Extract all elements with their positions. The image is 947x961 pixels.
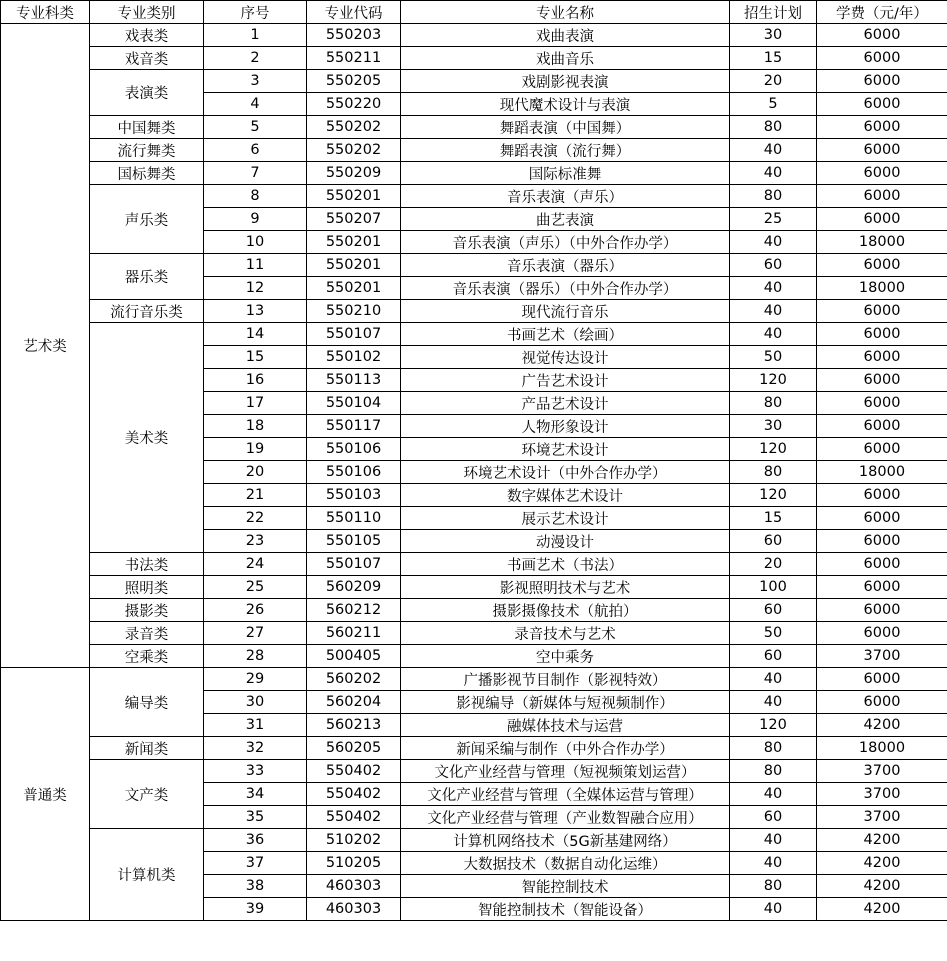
tuition-cell: 6000 (817, 484, 947, 507)
serial-cell: 13 (204, 300, 307, 323)
enrollment-plan-cell: 25 (730, 208, 817, 231)
major-name-cell: 展示艺术设计 (401, 507, 730, 530)
major-name-cell: 音乐表演（声乐）（中外合作办学） (401, 231, 730, 254)
category-cell: 书法类 (90, 553, 204, 576)
table-row (1, 162, 947, 185)
serial-cell: 12 (204, 277, 307, 300)
discipline-cell: 普通类 (1, 668, 90, 921)
tuition-cell: 6000 (817, 668, 947, 691)
table-row (1, 139, 947, 162)
table-row (1, 829, 947, 852)
enrollment-plan-cell: 50 (730, 622, 817, 645)
category-cell: 美术类 (90, 323, 204, 553)
major-name-cell: 舞蹈表演（流行舞） (401, 139, 730, 162)
tuition-cell: 18000 (817, 737, 947, 760)
tuition-cell: 6000 (817, 300, 947, 323)
enrollment-plan-cell: 40 (730, 829, 817, 852)
major-code-cell: 550103 (307, 484, 401, 507)
tuition-cell: 3700 (817, 760, 947, 783)
enrollment-plan-cell: 80 (730, 760, 817, 783)
tuition-cell: 4200 (817, 829, 947, 852)
enrollment-plan-cell: 80 (730, 737, 817, 760)
major-code-cell: 550202 (307, 139, 401, 162)
serial-cell: 21 (204, 484, 307, 507)
major-code-cell: 550104 (307, 392, 401, 415)
serial-cell: 29 (204, 668, 307, 691)
major-code-cell: 550201 (307, 185, 401, 208)
category-cell: 声乐类 (90, 185, 204, 254)
category-cell: 编导类 (90, 668, 204, 737)
major-code-cell: 550402 (307, 783, 401, 806)
major-code-cell: 550201 (307, 277, 401, 300)
serial-cell: 1 (204, 24, 307, 47)
enrollment-plan-cell: 30 (730, 24, 817, 47)
header-discipline: 专业科类 (1, 1, 90, 24)
major-name-cell: 曲艺表演 (401, 208, 730, 231)
tuition-cell: 4200 (817, 714, 947, 737)
serial-cell: 10 (204, 231, 307, 254)
enrollment-plan-cell: 120 (730, 369, 817, 392)
enrollment-plan-cell: 15 (730, 507, 817, 530)
serial-cell: 7 (204, 162, 307, 185)
serial-cell: 38 (204, 875, 307, 898)
enrollment-plan-cell: 40 (730, 231, 817, 254)
major-code-cell: 550211 (307, 47, 401, 70)
major-code-cell: 560204 (307, 691, 401, 714)
major-name-cell: 文化产业经营与管理（全媒体运营与管理） (401, 783, 730, 806)
major-code-cell: 550117 (307, 415, 401, 438)
serial-cell: 11 (204, 254, 307, 277)
enrollment-plan-cell: 30 (730, 415, 817, 438)
serial-cell: 9 (204, 208, 307, 231)
serial-cell: 39 (204, 898, 307, 921)
tuition-cell: 6000 (817, 346, 947, 369)
tuition-cell: 6000 (817, 691, 947, 714)
header-enrollment-plan: 招生计划 (730, 1, 817, 24)
enrollment-plan-cell: 40 (730, 162, 817, 185)
tuition-cell: 6000 (817, 208, 947, 231)
category-cell: 文产类 (90, 760, 204, 829)
enrollment-plan-cell: 40 (730, 300, 817, 323)
category-cell: 流行音乐类 (90, 300, 204, 323)
tuition-cell: 6000 (817, 323, 947, 346)
major-name-cell: 计算机网络技术（5G新基建网络） (401, 829, 730, 852)
major-name-cell: 动漫设计 (401, 530, 730, 553)
enrollment-plan-cell: 40 (730, 277, 817, 300)
major-name-cell: 摄影摄像技术（航拍） (401, 599, 730, 622)
major-name-cell: 音乐表演（器乐）（中外合作办学） (401, 277, 730, 300)
table-row (1, 760, 947, 783)
major-code-cell: 550402 (307, 760, 401, 783)
major-name-cell: 环境艺术设计 (401, 438, 730, 461)
major-code-cell: 550201 (307, 254, 401, 277)
enrollment-plan-cell: 80 (730, 185, 817, 208)
table-row (1, 553, 947, 576)
major-name-cell: 戏曲音乐 (401, 47, 730, 70)
major-name-cell: 舞蹈表演（中国舞） (401, 116, 730, 139)
serial-cell: 22 (204, 507, 307, 530)
tuition-cell: 6000 (817, 369, 947, 392)
category-cell: 戏表类 (90, 24, 204, 47)
tuition-cell: 6000 (817, 599, 947, 622)
major-code-cell: 500405 (307, 645, 401, 668)
serial-cell: 25 (204, 576, 307, 599)
serial-cell: 34 (204, 783, 307, 806)
tuition-cell: 18000 (817, 277, 947, 300)
major-code-cell: 550110 (307, 507, 401, 530)
enrollment-plan-cell: 80 (730, 116, 817, 139)
major-name-cell: 文化产业经营与管理（短视频策划运营） (401, 760, 730, 783)
serial-cell: 36 (204, 829, 307, 852)
table-row (1, 185, 947, 208)
header-major-code: 专业代码 (307, 1, 401, 24)
header-serial: 序号 (204, 1, 307, 24)
enrollment-plan-cell: 40 (730, 852, 817, 875)
major-code-cell: 560205 (307, 737, 401, 760)
major-code-cell: 560212 (307, 599, 401, 622)
major-code-cell: 550107 (307, 553, 401, 576)
enrollment-plan-cell: 60 (730, 806, 817, 829)
serial-cell: 3 (204, 70, 307, 93)
major-name-cell: 现代魔术设计与表演 (401, 93, 730, 116)
enrollment-plan-cell: 80 (730, 875, 817, 898)
major-name-cell: 国际标准舞 (401, 162, 730, 185)
major-code-cell: 550210 (307, 300, 401, 323)
serial-cell: 35 (204, 806, 307, 829)
category-cell: 中国舞类 (90, 116, 204, 139)
major-name-cell: 音乐表演（器乐） (401, 254, 730, 277)
table-row (1, 599, 947, 622)
serial-cell: 6 (204, 139, 307, 162)
major-code-cell: 550402 (307, 806, 401, 829)
serial-cell: 19 (204, 438, 307, 461)
major-code-cell: 550205 (307, 70, 401, 93)
enrollment-plan-cell: 60 (730, 599, 817, 622)
major-code-cell: 550102 (307, 346, 401, 369)
tuition-cell: 6000 (817, 438, 947, 461)
major-code-cell: 550209 (307, 162, 401, 185)
serial-cell: 23 (204, 530, 307, 553)
major-name-cell: 融媒体技术与运营 (401, 714, 730, 737)
major-code-cell: 560202 (307, 668, 401, 691)
major-code-cell: 560213 (307, 714, 401, 737)
table-row (1, 254, 947, 277)
serial-cell: 28 (204, 645, 307, 668)
enrollment-plan-cell: 120 (730, 438, 817, 461)
tuition-cell: 3700 (817, 806, 947, 829)
table-row (1, 323, 947, 346)
enrollment-plan-cell: 60 (730, 645, 817, 668)
major-name-cell: 录音技术与艺术 (401, 622, 730, 645)
major-code-cell: 550203 (307, 24, 401, 47)
table-row (1, 668, 947, 691)
tuition-cell: 6000 (817, 576, 947, 599)
serial-cell: 8 (204, 185, 307, 208)
serial-cell: 30 (204, 691, 307, 714)
enrollment-plan-cell: 40 (730, 668, 817, 691)
major-code-cell: 550106 (307, 461, 401, 484)
major-name-cell: 数字媒体艺术设计 (401, 484, 730, 507)
enrollment-plan-cell: 100 (730, 576, 817, 599)
header-category: 专业类别 (90, 1, 204, 24)
tuition-cell: 6000 (817, 24, 947, 47)
table-row (1, 300, 947, 323)
category-cell: 录音类 (90, 622, 204, 645)
major-code-cell: 550106 (307, 438, 401, 461)
major-code-cell: 510205 (307, 852, 401, 875)
enrollment-plan-cell: 60 (730, 530, 817, 553)
enrollment-plan-cell: 80 (730, 461, 817, 484)
tuition-cell: 6000 (817, 47, 947, 70)
enrollment-plan-cell: 50 (730, 346, 817, 369)
tuition-cell: 6000 (817, 392, 947, 415)
tuition-cell: 18000 (817, 461, 947, 484)
serial-cell: 15 (204, 346, 307, 369)
table-row (1, 645, 947, 668)
major-name-cell: 戏剧影视表演 (401, 70, 730, 93)
major-name-cell: 新闻采编与制作（中外合作办学） (401, 737, 730, 760)
table-header-row (1, 1, 947, 24)
serial-cell: 31 (204, 714, 307, 737)
table-row (1, 622, 947, 645)
major-code-cell: 550201 (307, 231, 401, 254)
serial-cell: 5 (204, 116, 307, 139)
table-row (1, 47, 947, 70)
enrollment-plan-cell: 120 (730, 714, 817, 737)
tuition-cell: 4200 (817, 875, 947, 898)
serial-cell: 17 (204, 392, 307, 415)
major-name-cell: 书画艺术（书法） (401, 553, 730, 576)
major-code-cell: 460303 (307, 875, 401, 898)
major-name-cell: 广告艺术设计 (401, 369, 730, 392)
major-name-cell: 智能控制技术 (401, 875, 730, 898)
tuition-cell: 6000 (817, 185, 947, 208)
tuition-cell: 3700 (817, 783, 947, 806)
serial-cell: 20 (204, 461, 307, 484)
header-tuition: 学费（元/年） (817, 1, 947, 24)
table-row (1, 70, 947, 93)
major-name-cell: 视觉传达设计 (401, 346, 730, 369)
tuition-cell: 6000 (817, 139, 947, 162)
major-name-cell: 智能控制技术（智能设备） (401, 898, 730, 921)
table-body (1, 24, 947, 921)
header-major-name: 专业名称 (401, 1, 730, 24)
enrollment-plan-cell: 20 (730, 553, 817, 576)
serial-cell: 33 (204, 760, 307, 783)
major-name-cell: 戏曲表演 (401, 24, 730, 47)
major-name-cell: 现代流行音乐 (401, 300, 730, 323)
category-cell: 新闻类 (90, 737, 204, 760)
tuition-cell: 6000 (817, 70, 947, 93)
category-cell: 器乐类 (90, 254, 204, 300)
enrollment-plan-cell: 80 (730, 392, 817, 415)
major-code-cell: 550107 (307, 323, 401, 346)
tuition-cell: 6000 (817, 93, 947, 116)
major-code-cell: 550202 (307, 116, 401, 139)
enrollment-plan-cell: 15 (730, 47, 817, 70)
category-cell: 摄影类 (90, 599, 204, 622)
major-code-cell: 560211 (307, 622, 401, 645)
enrollment-plan-cell: 5 (730, 93, 817, 116)
serial-cell: 27 (204, 622, 307, 645)
category-cell: 戏音类 (90, 47, 204, 70)
serial-cell: 2 (204, 47, 307, 70)
major-code-cell: 550105 (307, 530, 401, 553)
enrollment-plan-cell: 120 (730, 484, 817, 507)
tuition-cell: 4200 (817, 898, 947, 921)
major-name-cell: 影视照明技术与艺术 (401, 576, 730, 599)
tuition-cell: 6000 (817, 622, 947, 645)
table-row (1, 116, 947, 139)
table-row (1, 737, 947, 760)
tuition-cell: 6000 (817, 116, 947, 139)
enrollment-plan-cell: 40 (730, 139, 817, 162)
tuition-cell: 6000 (817, 530, 947, 553)
category-cell: 空乘类 (90, 645, 204, 668)
discipline-cell: 艺术类 (1, 24, 90, 668)
serial-cell: 24 (204, 553, 307, 576)
category-cell: 照明类 (90, 576, 204, 599)
serial-cell: 4 (204, 93, 307, 116)
category-cell: 计算机类 (90, 829, 204, 921)
major-name-cell: 环境艺术设计（中外合作办学） (401, 461, 730, 484)
enrollment-plan-cell: 60 (730, 254, 817, 277)
major-code-cell: 550113 (307, 369, 401, 392)
major-name-cell: 产品艺术设计 (401, 392, 730, 415)
table-row (1, 24, 947, 47)
enrollment-plan-cell: 40 (730, 783, 817, 806)
tuition-cell: 6000 (817, 162, 947, 185)
category-cell: 表演类 (90, 70, 204, 116)
major-code-cell: 510202 (307, 829, 401, 852)
tuition-cell: 6000 (817, 507, 947, 530)
major-name-cell: 大数据技术（数据自动化运维） (401, 852, 730, 875)
major-name-cell: 人物形象设计 (401, 415, 730, 438)
tuition-cell: 6000 (817, 254, 947, 277)
serial-cell: 37 (204, 852, 307, 875)
table-row (1, 576, 947, 599)
serial-cell: 26 (204, 599, 307, 622)
tuition-cell: 18000 (817, 231, 947, 254)
major-name-cell: 广播影视节目制作（影视特效） (401, 668, 730, 691)
tuition-cell: 4200 (817, 852, 947, 875)
major-code-cell: 550220 (307, 93, 401, 116)
major-name-cell: 影视编导（新媒体与短视频制作） (401, 691, 730, 714)
enrollment-plan-cell: 40 (730, 323, 817, 346)
major-code-cell: 460303 (307, 898, 401, 921)
serial-cell: 18 (204, 415, 307, 438)
major-name-cell: 文化产业经营与管理（产业数智融合应用） (401, 806, 730, 829)
category-cell: 流行舞类 (90, 139, 204, 162)
major-code-cell: 550207 (307, 208, 401, 231)
serial-cell: 32 (204, 737, 307, 760)
serial-cell: 14 (204, 323, 307, 346)
enrollment-plan-cell: 40 (730, 691, 817, 714)
enrollment-plan-cell: 40 (730, 898, 817, 921)
major-name-cell: 音乐表演（声乐） (401, 185, 730, 208)
major-name-cell: 书画艺术（绘画） (401, 323, 730, 346)
tuition-cell: 6000 (817, 553, 947, 576)
serial-cell: 16 (204, 369, 307, 392)
major-name-cell: 空中乘务 (401, 645, 730, 668)
tuition-cell: 6000 (817, 415, 947, 438)
enrollment-plan-cell: 20 (730, 70, 817, 93)
major-code-cell: 560209 (307, 576, 401, 599)
category-cell: 国标舞类 (90, 162, 204, 185)
tuition-cell: 3700 (817, 645, 947, 668)
